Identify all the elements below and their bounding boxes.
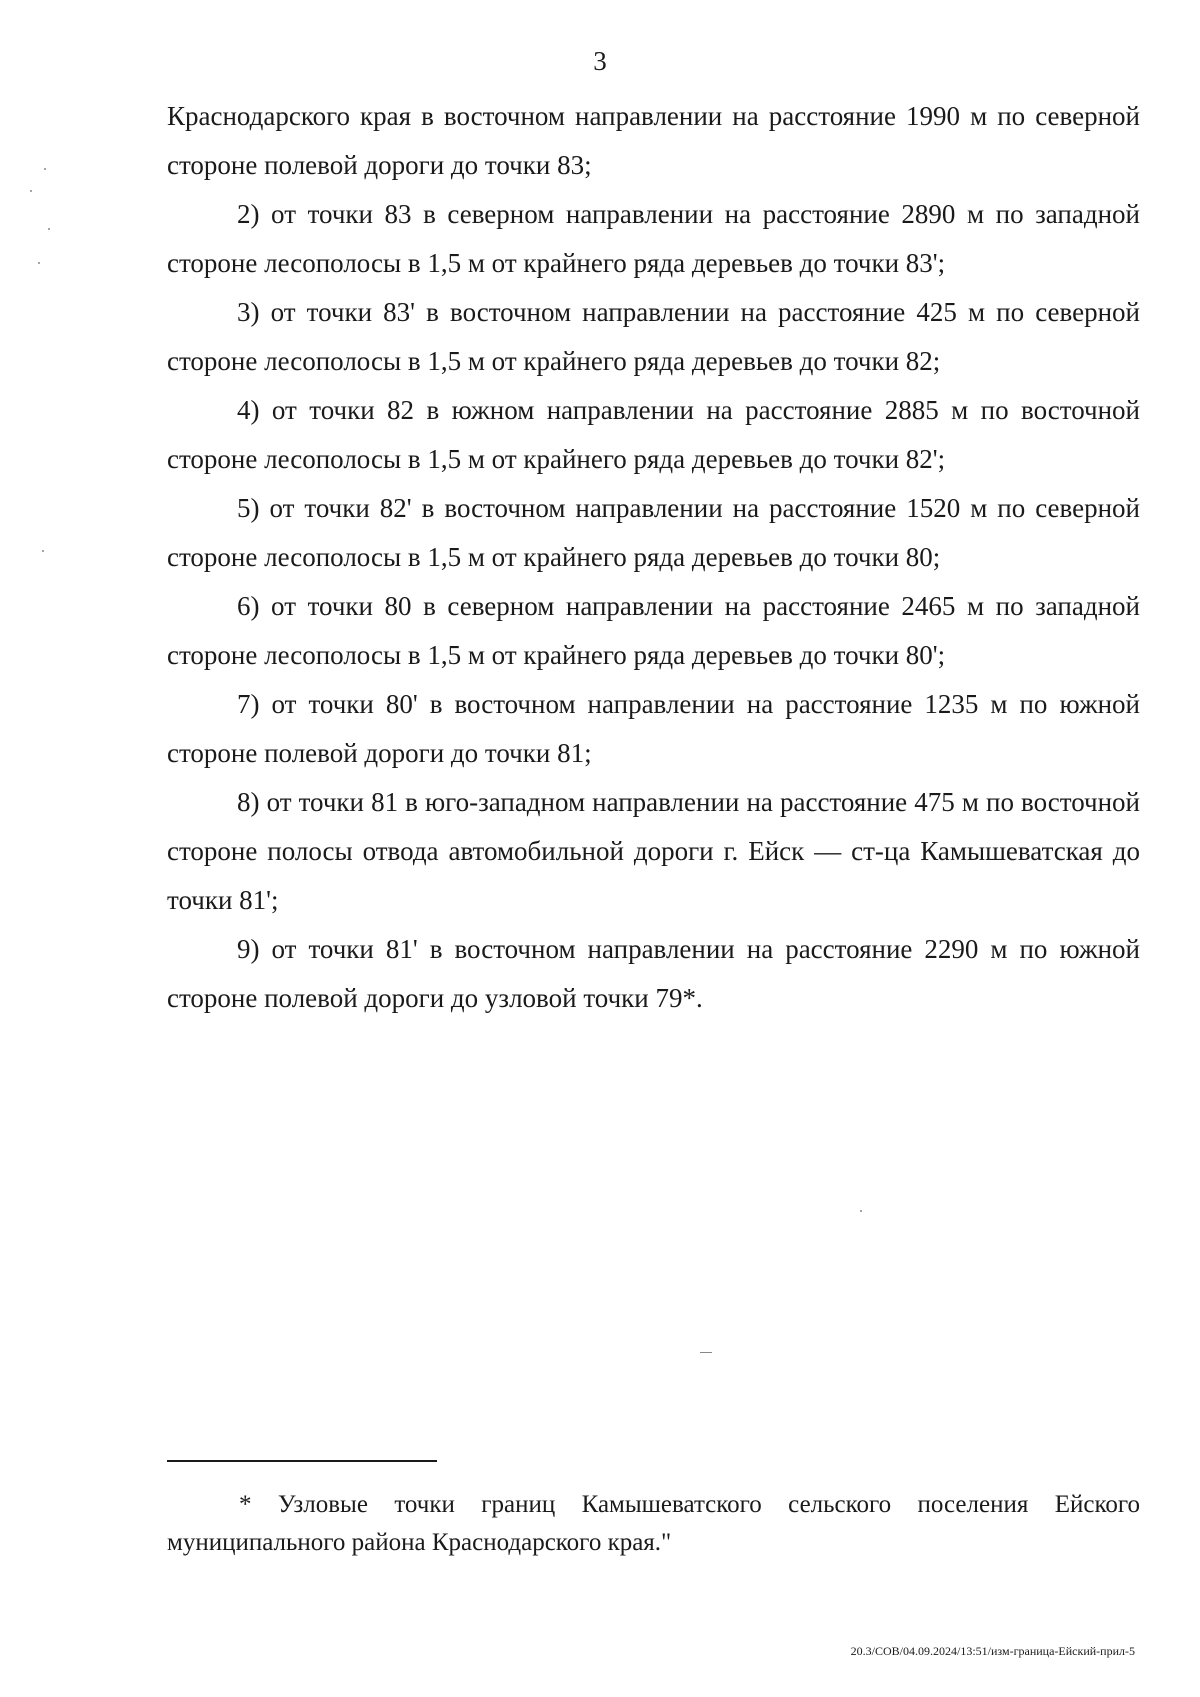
document-body (167, 92, 1140, 1023)
scan-speck (700, 1352, 712, 1353)
paragraph-item-6: 6) от точки 80 в северном направлении на расстояние 2465 м по западной стороне лесополосы в 1,5 м от крайнего ряда деревьев до точки 80'; (167, 591, 1140, 670)
scan-speck (42, 550, 44, 552)
scan-speck (30, 190, 32, 192)
scan-speck (38, 262, 40, 264)
scan-speck (48, 228, 50, 230)
paragraph-item-8: 8) от точки 81 в юго-западном направлении на расстояние 475 м по восточной стороне полосы отвода автомобильной дороги г. Ейск — ст-ца Камышеватская до точки 81'; (167, 787, 1140, 915)
paragraph-item-7: 7) от точки 80' в восточном направлении на расстояние 1235 м по южной стороне полевой дороги до точки 81; (167, 689, 1140, 768)
footnote-separator (167, 1460, 437, 1462)
scan-speck (44, 168, 46, 170)
paragraph-item-3: 3) от точки 83' в восточном направлении на расстояние 425 м по северной стороне лесополосы в 1,5 м от крайнего ряда деревьев до точки 82; (167, 297, 1140, 376)
paragraph-item-2: 2) от точки 83 в северном направлении на расстояние 2890 м по западной стороне лесополосы в 1,5 м от крайнего ряда деревьев до точки 83'; (167, 199, 1140, 278)
footnote: * Узловые точки границ Камышеватского сельского поселения Ейского муниципального района Краснодарского края." (167, 1491, 1140, 1556)
scan-speck (860, 1210, 862, 1212)
paragraph-item-9: 9) от точки 81' в восточном направлении на расстояние 2290 м по южной стороне полевой дороги до узловой точки 79*. (167, 934, 1140, 1013)
paragraph-item-4: 4) от точки 82 в южном направлении на расстояние 2885 м по восточной стороне лесополосы в 1,5 м от крайнего ряда деревьев до точки 82'; (167, 395, 1140, 474)
document-id: 20.3/СОВ/04.09.2024/13:51/изм-граница-Ейский-прил-5 (850, 1644, 1135, 1658)
paragraph-continuation: Краснодарского края в восточном направлении на расстояние 1990 м по северной стороне полевой дороги до точки 83; (167, 101, 1140, 180)
paragraph-item-5: 5) от точки 82' в восточном направлении на расстояние 1520 м по северной стороне лесополосы в 1,5 м от крайнего ряда деревьев до точки 80; (167, 493, 1140, 572)
page-number: 3 (593, 46, 607, 76)
